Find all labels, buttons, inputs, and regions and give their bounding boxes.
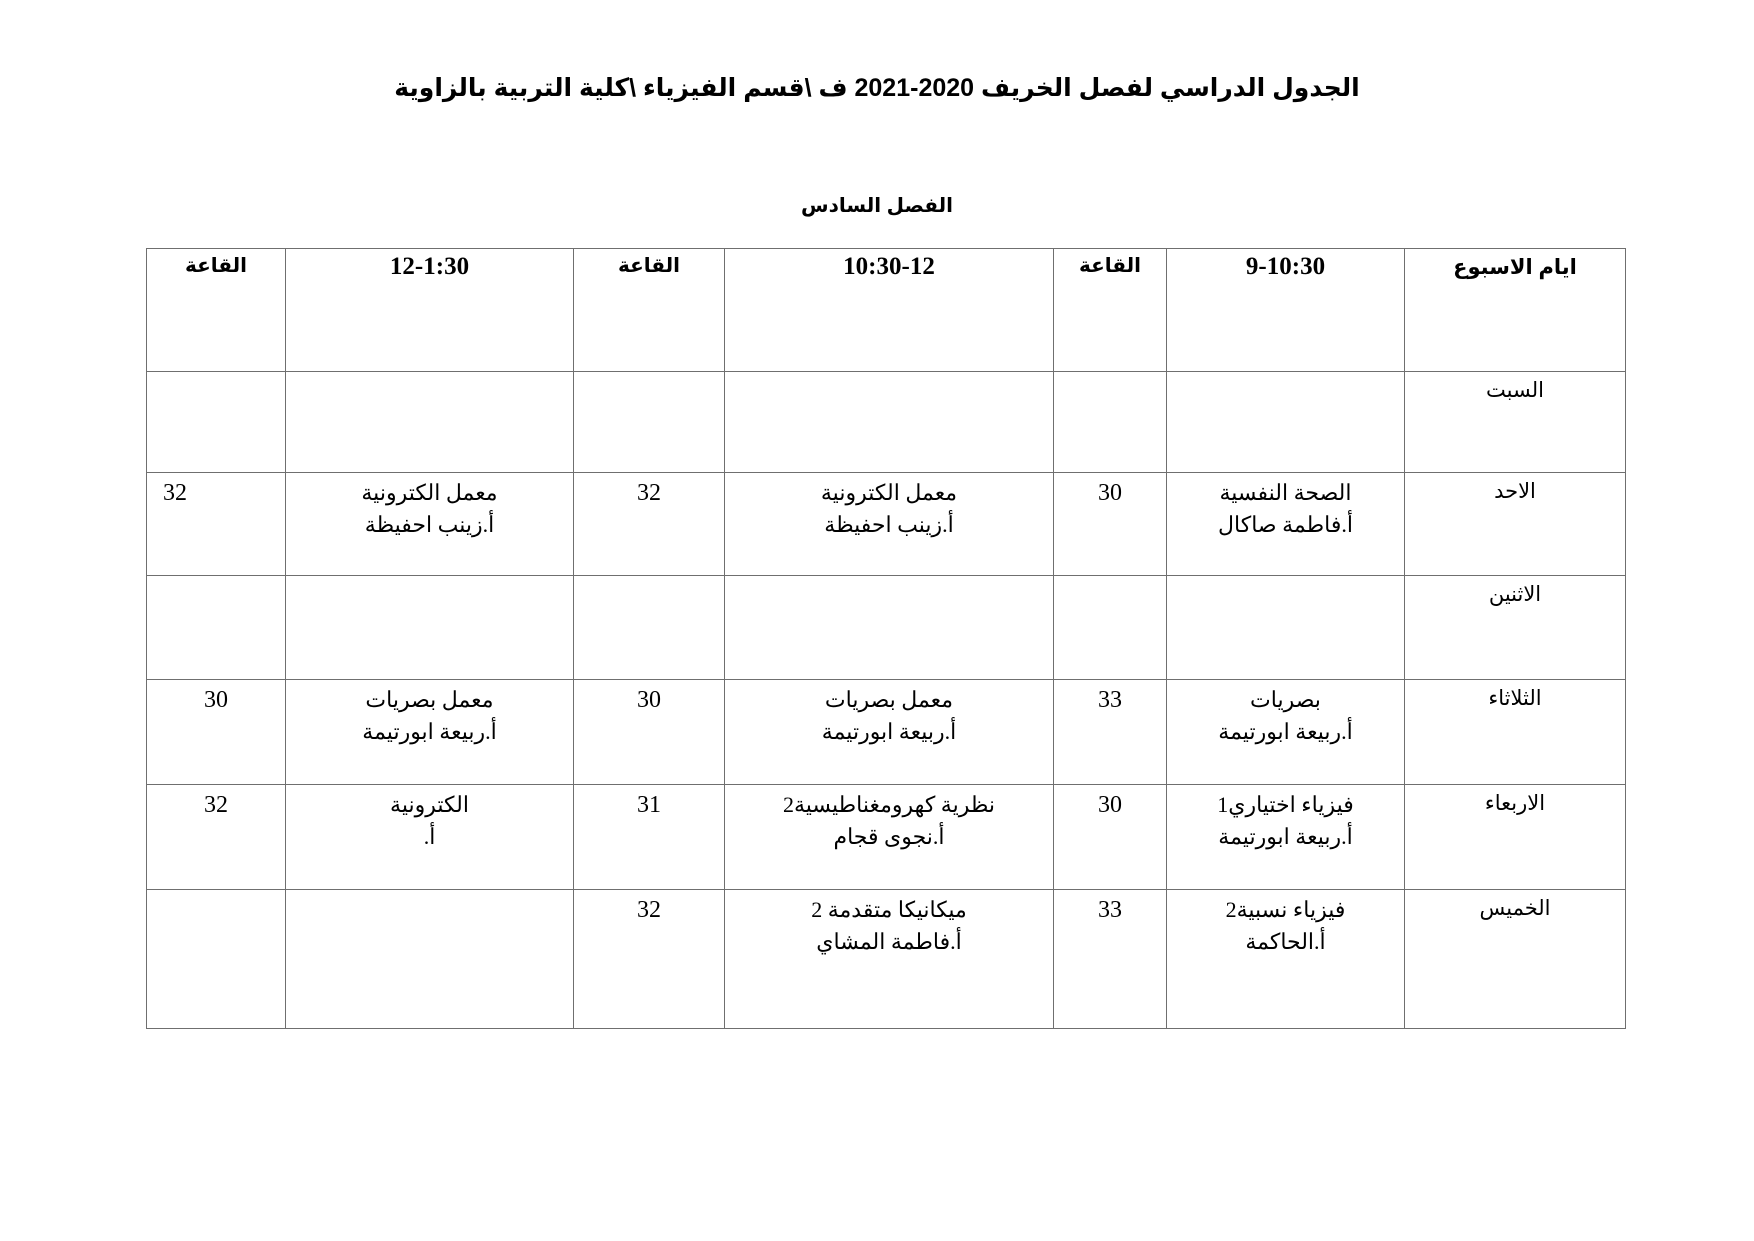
course-cell: معمل الكترونية أ.زينب احفيظة [725, 473, 1054, 576]
course-cell: ميكانيكا متقدمة 2 أ.فاطمة المشاي [725, 890, 1054, 1029]
room-cell: 33 [1054, 680, 1167, 785]
room-cell [147, 890, 286, 1029]
header-room-1: القاعة [1054, 249, 1167, 372]
course-cell [725, 576, 1054, 680]
course-cell [1167, 372, 1405, 473]
course-cell [1167, 576, 1405, 680]
course-cell: الصحة النفسية أ.فاطمة صاكال [1167, 473, 1405, 576]
header-slot-1: 9-10:30 [1167, 249, 1405, 372]
day-cell: السبت [1405, 372, 1626, 473]
table-row-thursday [147, 890, 1626, 1029]
room-cell [574, 372, 725, 473]
day-cell: الثلاثاء [1405, 680, 1626, 785]
room-cell: 32 [147, 473, 286, 576]
semester-label: الفصل السادس [801, 195, 953, 217]
header-room-2: القاعة [574, 249, 725, 372]
table-row-saturday [147, 372, 1626, 473]
course-cell: معمل الكترونية أ.زينب احفيظة [286, 473, 574, 576]
header-room-3: القاعة [147, 249, 286, 372]
document-title: الجدول الدراسي لفصل الخريف 2020-2021 ف \قسم الفيزياء \كلية التربية بالزاوية [394, 74, 1360, 102]
course-cell: بصريات أ.ربيعة ابورتيمة [1167, 680, 1405, 785]
room-cell: 31 [574, 785, 725, 890]
table-row-wednesday [147, 785, 1626, 890]
room-cell: 30 [1054, 785, 1167, 890]
table-row-tuesday [147, 680, 1626, 785]
day-cell: الاربعاء [1405, 785, 1626, 890]
room-cell: 30 [1054, 473, 1167, 576]
header-slot-2: 10:30-12 [725, 249, 1054, 372]
table-row-monday [147, 576, 1626, 680]
room-cell [1054, 576, 1167, 680]
course-cell [286, 890, 574, 1029]
day-cell: الاثنين [1405, 576, 1626, 680]
header-slot-3: 12-1:30 [286, 249, 574, 372]
table-row-sunday [147, 473, 1626, 576]
header-row [147, 249, 1626, 372]
course-cell: معمل بصريات أ.ربيعة ابورتيمة [286, 680, 574, 785]
room-cell [147, 576, 286, 680]
room-cell: 30 [574, 680, 725, 785]
course-cell: فيزياء اختياري1 أ.ربيعة ابورتيمة [1167, 785, 1405, 890]
room-cell [1054, 372, 1167, 473]
schedule-table [146, 248, 1626, 1029]
course-cell [725, 372, 1054, 473]
room-cell [574, 576, 725, 680]
course-cell: نظرية كهرومغناطيسية2 أ.نجوى قجام [725, 785, 1054, 890]
room-cell [147, 372, 286, 473]
room-cell: 30 [147, 680, 286, 785]
course-cell: فيزياء نسبية2 أ.الحاكمة [1167, 890, 1405, 1029]
room-cell: 33 [1054, 890, 1167, 1029]
header-days: ايام الاسبوع [1405, 249, 1626, 372]
course-cell [286, 576, 574, 680]
day-cell: الخميس [1405, 890, 1626, 1029]
room-cell: 32 [574, 473, 725, 576]
course-cell: الكترونية أ. [286, 785, 574, 890]
room-cell: 32 [574, 890, 725, 1029]
room-cell: 32 [147, 785, 286, 890]
day-cell: الاحد [1405, 473, 1626, 576]
course-cell: معمل بصريات أ.ربيعة ابورتيمة [725, 680, 1054, 785]
course-cell [286, 372, 574, 473]
